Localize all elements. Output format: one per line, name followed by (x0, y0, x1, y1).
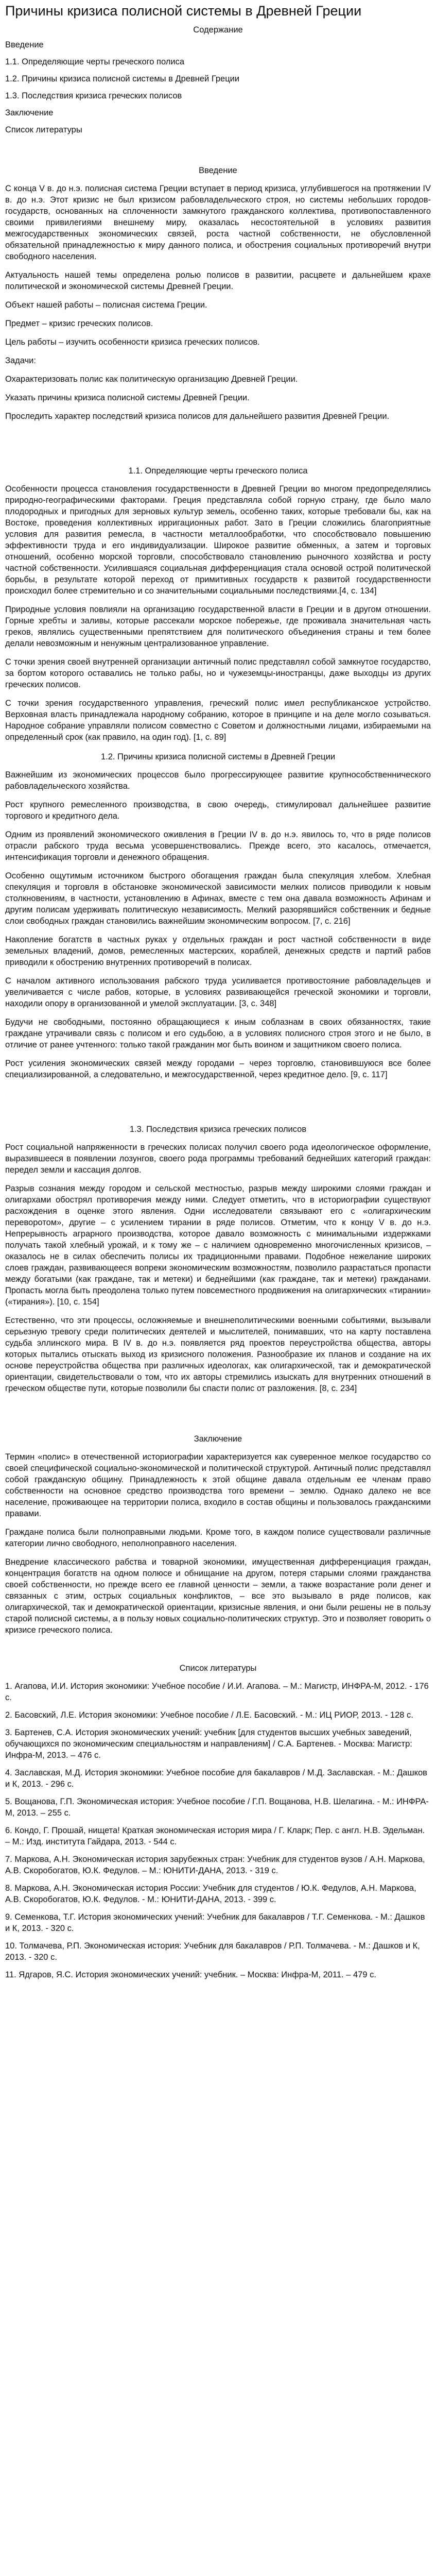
intro-section (5, 183, 431, 422)
reference-item: 1. Агапова, И.И. История экономики: Учебное пособие / И.И. Агапова. – М.: Магистр, ИНФРА-М, 2012. - 176 с. (5, 1682, 429, 1702)
toc-item[interactable]: Список литературы (5, 125, 82, 134)
paragraph: Предмет – кризис греческих полисов. (5, 319, 153, 328)
paragraph: Задачи: (5, 356, 36, 365)
references-list (5, 1681, 431, 1980)
section-2-heading: 1.2. Причины кризиса полисной системы в Древней Греции (100, 752, 336, 761)
section-3-heading: 1.3. Последствия кризиса греческих полисов (129, 1125, 307, 1134)
toc-item[interactable]: 1.2. Причины кризиса полисной системы в Древней Греции (5, 74, 240, 83)
toc-item[interactable]: 1.1. Определяющие черты греческого полиса (5, 57, 185, 66)
reference-item: 8. Маркова, А.Н. Экономическая история России: Учебник для студентов / Ю.К. Федулов, А.Н. Маркова, А.В. Скоробогатов, Ю.К. Федулов. - М.: ЮНИТИ-ДАНА, 2013. - 399 с. (5, 1884, 416, 1904)
paragraph: С точки зрения своей внутренней организации античный полис представлял собой замкнутое государство, за бортом которого оставались не только рабы, но и чужеземцы-иностранцы, даже выходцы из других греческих полисов. (5, 657, 431, 689)
intro-heading: Введение (199, 166, 237, 175)
paragraph: Рост социальной напряженности в греческих полисах получил своего рода идеологическое оформление, выразившееся в появлении лозунгов, своего рода программы требований беднейших категорий граждан: передел земли и кассация долгов. (5, 1143, 431, 1175)
paragraph: Внедрение классического рабства и товарной экономики, имущественная дифференциация граждан, концентрация богатств на одном полюсе и обнищание на другом, потеря старыми слоями гражданства своей собственности, но прежде всего ее главной ценности – земли, а также возрастание роли денег и связанных с этим, острых социальных конфликтов, – все это вызывало в ряде полисов, как олигархической, так и демократической ориентации, кризисные явления, и они были решены не в пользу старой полисной системы, а в пользу новых социально-политических структур. Это и позволяет говорить о кризисе греческого полиса. (5, 1557, 431, 1635)
paragraph: Граждане полиса были полноправными людьми. Кроме того, в каждом полисе существовали различные категории лично свободного, неполноправного населения. (5, 1528, 431, 1548)
paragraph: Актуальность нашей темы определена ролью полисов в развитии, расцвете и дальнейшем крахе политической и экономической системы Древней Греции. (5, 270, 431, 291)
section-3 (5, 1142, 431, 1394)
paragraph: Будучи не свободными, постоянно обращающиеся к иным соблазнам в своих обязанностях, такие граждане утрачивали связь с полисом и его судьбою, а в условиях полисного строя этого и не было, в отличие от ранее учтенного: только такой гражданин мог быть воином и защитником своего полиса. (5, 1018, 431, 1049)
paragraph: С началом активного использования рабского труда усиливается противостояние рабовладельцев и увеличивается с числе рабов, которые, в условиях развивающейся греческой экономики и торговли, находили опору в организованной и умелой эксплуатации. [3, c. 348] (5, 976, 431, 1008)
toc-item[interactable]: Заключение (5, 108, 54, 117)
reference-item: 4. Заславская, М.Д. История экономики: Учебное пособие для бакалавров / М.Д. Заславская. - М.: Дашков и К, 2013. - 296 с. (5, 1768, 427, 1789)
reference-item: 9. Семенкова, Т.Г. История экономических учений: Учебник для бакалавров / Т.Г. Семенкова. - М.: Дашков и К, 2013. - 320 с. (5, 1912, 425, 1933)
paragraph: Особенности процесса становления государственности в Древней Греции во многом предопределялись природно-географическими факторами. Греция представляла собой горную страну, где было мало плодородных и пригодных для зерновых культур земель, особенно таких, которые требовали бы, как на Востоке, проведения коллективных ирригационных работ. Зато в Греции сложились благоприятные условия для развития ремесла, в частности металлообработки, что способствовало повышению эффективности труда и его индивидуализации. Широкое развитие обменных, а затем и торговых отношений, особенно морской торговли, способствовало становлению рыночного хозяйства и росту частной собственности. Усилившаяся социальная дифференциация стала основой острой политической борьбы, в результате которой переход от примитивных государств к развитой государственности происходил более стремительно и со значительными социальными последствиями.[4, c. 134] (5, 484, 431, 596)
toc-item[interactable]: 1.3. Последствия кризиса греческих полисов (5, 91, 182, 100)
paragraph: Важнейшим из экономических процессов было прогрессирующее развитие крупнособственнического рабовладельческого хозяйства. (5, 770, 431, 791)
paragraph: Одним из проявлений экономического оживления в Греции IV в. до н.э. явилось то, что в ряде полисов отрасли рабского труда весьма усовершенствовались. Прежде всего, это касалось, отмечается, интенсификация торговли и денежного обращения. (5, 830, 431, 862)
toc-item[interactable]: Введение (5, 40, 44, 49)
paragraph: Проследить характер последствий кризиса полисов для дальнейшего развития Древней Греции. (5, 412, 390, 421)
paragraph: Разрыв сознания между городом и сельской местностью, разрыв между широкими слоями граждан и олигархами обострял противоречия между ними. Следует отметить, что в историографии существуют расхождения в оценке этого явления. Одни исследователи связывают его с «олигархическим переворотом», другие – с усилением тирании в ряде полисов. Отметим, что к концу V в. до н.э. Непрерывность аграрного производства, которое давало возможность с минимальными издержками получать такой хлебный урожай, и к тому же – с наличием одновременно многочисленных кризисов, – оказалось не в силах обеспечить полисы их традиционными правами. Подобное нежелание широких слоев граждан, развивающееся вопреки экономическим возможностям, позволило разрастаться пропасти между богатыми (как граждане, так и метеки) и беднейшими (как граждане, так и метеки) гражданами. Пропасть могла быть преодолена только путем повсеместного продвижения на олигархических «тирании» («тирания»). [10, c. 154] (5, 1184, 431, 1307)
reference-item: 10. Толмачева, Р.П. Экономическая история: Учебник для бакалавров / Р.П. Толмачева. - М.: Дашков и К, 2013. - 320 с. (5, 1941, 420, 1962)
reference-item: 6. Кондо, Г. Прошай, нищета! Краткая экономическая история мира / Г. Кларк; Пер. с англ. Н.В. Эдельман. – М.: Изд. института Гайдара, 2013. - 544 с. (5, 1826, 425, 1846)
paragraph: Природные условия повлияли на организацию государственной власти в Греции и в другом отношении. Горные хребты и заливы, которые рассекали морское побережье, где проживала значительная часть греков, являлись существенными препятствием для политического объединения страны и тем более делали невозможным и ненужным централизованное управление. (5, 605, 431, 648)
section-1-heading: 1.1. Определяющие черты греческого полиса (128, 466, 308, 476)
paragraph: Охарактеризовать полис как политическую организацию Древней Греции. (5, 375, 298, 384)
reference-item: 11. Ядгаров, Я.С. История экономических учений: учебник. – Москва: Инфра-М, 2011. – 479 с. (5, 1970, 376, 1979)
document-title: Причины кризиса полисной системы в Древней Греции (5, 3, 362, 19)
section-1 (5, 483, 431, 743)
paragraph: Термин «полис» в отечественной историографии характеризуется как суверенное мелкое государство со своей специфической социально-экономической и политической структурой. Античный полис представлял собой гражданскую общину. Принадлежность к этой общине давала отдельным ее членам право собственности на основное средство производства того времени – землю. Однако далеко не все население, проживающее на территории полиса, входило в состав общины и пользовалось гражданскими правами. (5, 1452, 431, 1518)
section-2 (5, 769, 431, 1080)
conclusion-section (5, 1451, 431, 1636)
paragraph: С точки зрения государственного управления, греческий полис имел республиканское устройство. Верховная власть принадлежала народному собранию, которое в принципе и на деле могло созываться. Народное собрание управляли полисом совместно с Советом и должностными лицами, избираемыми на определенный срок (как правило, на один год). [1, c. 89] (5, 699, 431, 742)
paragraph: Накопление богатств в частных руках у отдельных граждан и рост частной собственности в виде земельных владений, домов, ремесленных мастерских, кораблей, денежных средств и партий рабов приводили к обострению внутренних противоречий в полисах. (5, 935, 431, 967)
conclusion-heading: Заключение (194, 1434, 242, 1444)
paragraph: Особенно ощутимым источником быстрого обогащения граждан была спекуляция хлебом. Хлебная спекуляция и торговля в обстановке экономической зависимости мелких полисов приводили к новым столкновениям, в частности, установлению в Афинах, вместе с тем она давала возможность Афинам и другим полисам удерживать политическую независимость. Мелкий разорявшийся собственник и бедные слои свободных граждан становились важнейшим экономическим вопросом. [7, c. 216] (5, 871, 431, 926)
paragraph: Рост усиления экономических связей между городами – через торговлю, становившуюся все более специализированной, а следовательно, и межгосударственной, через кредитное дело. [9, c. 117] (5, 1059, 431, 1079)
toc-heading: Содержание (193, 25, 243, 35)
table-of-contents (5, 39, 431, 135)
paragraph: Рост крупного ремесленного производства, в свою очередь, стимулировал дальнейшее развитие торгового и кредитного дела. (5, 800, 431, 821)
paragraph: Объект нашей работы – полисная система Греции. (5, 300, 207, 310)
reference-item: 3. Бартенев, С.А. История экономических учений: учебник [для студентов высших учебных заведений, обучающихся по экономическим специальностям и направлениям] / С.А. Бартенев. - Москва: Магистр: Инфра-М, 2013. – 476 с. (5, 1728, 412, 1760)
references-heading: Список литературы (179, 1664, 257, 1673)
reference-item: 7. Маркова, А.Н. Экономическая история зарубежных стран: Учебник для студентов вузов / А.Н. Маркова, А.В. Скоробогатов, Ю.К. Федулов. – М.: ЮНИТИ-ДАНА, 2013. - 319 с. (5, 1855, 425, 1875)
paragraph: Естественно, что эти процессы, осложняемые и внешнеполитическими военными событиями, вызывали серьезную тревогу среди политических деятелей и мыслителей, понимавших, что на карту поставлена судьба эллинского мира. В IV в. до н.э. появляется ряд проектов переустройства общества, авторы которых пытались отыскать выход из кризисного положения. Разнообразие их планов и создание на их основе переустройства общества при различных идеологах, как олигархической, так и демократической ориентации, свидетельствовали о том, что их авторы стремились изыскать для внутренних отношений в греческом обществе пути, которые позволили бы спасти полис от разложения. [8, c. 234] (5, 1316, 431, 1393)
paragraph: С конца V в. до н.э. полисная система Греции вступает в период кризиса, углубившегося на протяжении IV в. до н.э. Этот кризис не был кризисом рабовладельческого строя, но системы небольших городов-государств, основанных на сплоченности замкнутого гражданского коллектива, противопоставленного своими привилегиями внешнему миру, оказалась несостоятельной в условиях развития межгосударственных экономических связей, роста частной собственности, не обусловленной обязательной принадлежностью к миру данного полиса, и обострения социальных противоречий внутри свободного населения. (5, 184, 431, 261)
reference-item: 5. Вощанова, Г.П. Экономическая история: Учебное пособие / Г.П. Вощанова, Н.В. Шелагина. - М.: ИНФРА-М, 2013. – 255 с. (5, 1797, 429, 1818)
reference-item: 2. Басовский, Л.Е. История экономики: Учебное пособие / Л.Е. Басовский. - М.: ИЦ РИОР, 2013. - 128 с. (5, 1710, 413, 1720)
paragraph: Цель работы – изучить особенности кризиса греческих полисов. (5, 337, 260, 347)
paragraph: Указать причины кризиса полисной системы Древней Греции. (5, 393, 250, 402)
